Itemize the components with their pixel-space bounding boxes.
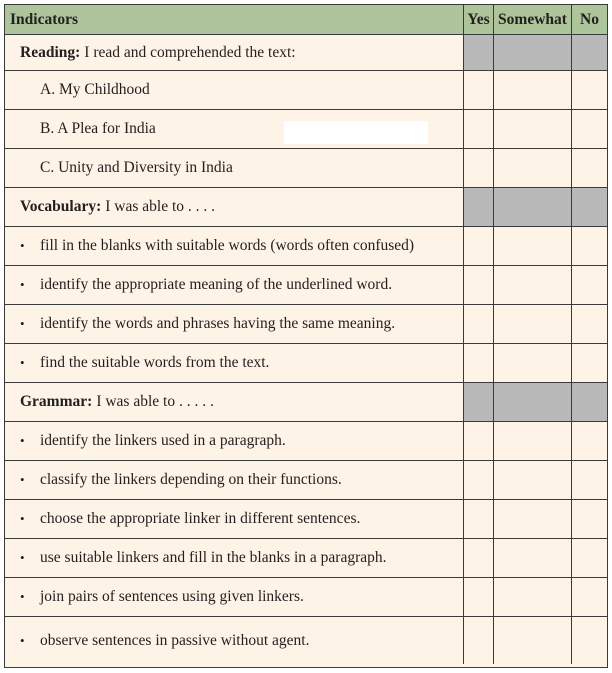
somewhat-cell[interactable] xyxy=(493,578,571,616)
no-cell xyxy=(571,188,607,226)
section-title: Reading: xyxy=(20,43,81,61)
no-cell[interactable] xyxy=(571,422,607,460)
skill-item-label: use suitable linkers and fill in the blanks in a paragraph. xyxy=(40,549,387,566)
no-cell xyxy=(571,383,607,421)
skill-item-row xyxy=(5,539,607,578)
bullet-icon: • xyxy=(20,277,25,292)
yes-cell xyxy=(463,188,493,226)
somewhat-cell[interactable] xyxy=(493,617,571,664)
indicator-cell xyxy=(5,578,463,616)
indicator-cell xyxy=(5,422,463,460)
somewhat-cell xyxy=(493,188,571,226)
skill-item-label: classify the linkers depending on their functions. xyxy=(40,471,342,488)
header-indicators: Indicators xyxy=(10,11,79,28)
no-cell[interactable] xyxy=(571,617,607,664)
indicator-cell xyxy=(5,71,463,109)
somewhat-cell[interactable] xyxy=(493,461,571,499)
yes-cell[interactable] xyxy=(463,500,493,538)
yes-cell[interactable] xyxy=(463,539,493,577)
section-row-vocabulary xyxy=(5,188,607,227)
indicator-cell xyxy=(5,617,463,664)
somewhat-cell[interactable] xyxy=(493,422,571,460)
section-row-grammar xyxy=(5,383,607,422)
somewhat-cell[interactable] xyxy=(493,71,571,109)
somewhat-cell[interactable] xyxy=(493,305,571,343)
white-patch xyxy=(284,121,428,144)
somewhat-cell xyxy=(493,383,571,421)
skill-item-label: find the suitable words from the text. xyxy=(40,354,270,371)
no-cell[interactable] xyxy=(571,266,607,304)
no-cell[interactable] xyxy=(571,71,607,109)
no-cell[interactable] xyxy=(571,539,607,577)
section-row-reading xyxy=(5,35,607,71)
skill-item-row xyxy=(5,305,607,344)
skill-item-row xyxy=(5,617,607,664)
no-cell[interactable] xyxy=(571,305,607,343)
text-item-label: B. A Plea for India xyxy=(40,120,156,137)
bullet-icon: • xyxy=(20,472,25,487)
no-cell xyxy=(571,35,607,70)
self-assessment-table xyxy=(4,4,608,668)
somewhat-cell[interactable] xyxy=(493,149,571,187)
indicator-cell xyxy=(5,35,463,70)
header-somewhat: Somewhat xyxy=(493,5,571,34)
section-description: I was able to . . . . xyxy=(105,198,216,215)
no-cell[interactable] xyxy=(571,149,607,187)
somewhat-cell[interactable] xyxy=(493,110,571,148)
no-cell[interactable] xyxy=(571,227,607,265)
table-header xyxy=(5,5,607,35)
skill-item-label: identify the words and phrases having the same meaning. xyxy=(40,315,396,332)
bullet-icon: • xyxy=(20,589,25,604)
section-description: I read and comprehended the text: xyxy=(84,43,296,61)
header-yes: Yes xyxy=(463,5,493,34)
bullet-icon: • xyxy=(20,238,25,253)
indicator-cell xyxy=(5,539,463,577)
bullet-icon: • xyxy=(20,355,25,370)
indicator-cell xyxy=(5,227,463,265)
no-cell[interactable] xyxy=(571,110,607,148)
yes-cell[interactable] xyxy=(463,110,493,148)
no-cell[interactable] xyxy=(571,578,607,616)
indicator-cell xyxy=(5,500,463,538)
yes-cell[interactable] xyxy=(463,227,493,265)
yes-cell[interactable] xyxy=(463,266,493,304)
text-item-row xyxy=(5,71,607,110)
yes-cell[interactable] xyxy=(463,617,493,664)
skill-item-label: observe sentences in passive without agent. xyxy=(40,631,310,649)
skill-item-row xyxy=(5,266,607,305)
bullet-icon: • xyxy=(20,550,25,565)
somewhat-cell xyxy=(493,35,571,70)
bullet-icon: • xyxy=(20,433,25,448)
bullet-icon: • xyxy=(20,511,25,526)
no-cell[interactable] xyxy=(571,461,607,499)
skill-item-label: identify the appropriate meaning of the underlined word. xyxy=(40,276,393,293)
skill-item-row xyxy=(5,344,607,383)
somewhat-cell[interactable] xyxy=(493,266,571,304)
section-title: Grammar: xyxy=(20,393,93,410)
skill-item-row xyxy=(5,500,607,539)
skill-item-label: choose the appropriate linker in different sentences. xyxy=(40,510,361,527)
somewhat-cell[interactable] xyxy=(493,344,571,382)
indicator-cell xyxy=(5,461,463,499)
yes-cell[interactable] xyxy=(463,305,493,343)
somewhat-cell[interactable] xyxy=(493,539,571,577)
indicator-cell xyxy=(5,305,463,343)
section-title: Vocabulary: xyxy=(20,198,102,215)
somewhat-cell[interactable] xyxy=(493,227,571,265)
skill-item-label: fill in the blanks with suitable words (words often confused) xyxy=(40,237,415,254)
indicator-cell xyxy=(5,188,463,226)
skill-item-row xyxy=(5,422,607,461)
skill-item-row xyxy=(5,227,607,266)
indicator-cell xyxy=(5,383,463,421)
header-no: No xyxy=(571,5,607,34)
yes-cell[interactable] xyxy=(463,149,493,187)
no-cell[interactable] xyxy=(571,344,607,382)
skill-item-row xyxy=(5,578,607,617)
yes-cell xyxy=(463,35,493,70)
yes-cell[interactable] xyxy=(463,461,493,499)
text-item-label: A. My Childhood xyxy=(40,81,150,98)
text-item-row xyxy=(5,149,607,188)
yes-cell[interactable] xyxy=(463,344,493,382)
section-description: I was able to . . . . . xyxy=(96,393,214,410)
text-item-label: C. Unity and Diversity in India xyxy=(40,159,233,176)
yes-cell xyxy=(463,383,493,421)
skill-item-row xyxy=(5,461,607,500)
somewhat-cell[interactable] xyxy=(493,500,571,538)
yes-cell[interactable] xyxy=(463,422,493,460)
skill-item-label: identify the linkers used in a paragraph. xyxy=(40,432,286,449)
indicator-cell xyxy=(5,149,463,187)
indicator-cell xyxy=(5,344,463,382)
skill-item-label: join pairs of sentences using given linkers. xyxy=(40,588,304,605)
indicator-cell xyxy=(5,266,463,304)
bullet-icon: • xyxy=(20,632,25,648)
bullet-icon: • xyxy=(20,316,25,331)
yes-cell[interactable] xyxy=(463,578,493,616)
no-cell[interactable] xyxy=(571,500,607,538)
yes-cell[interactable] xyxy=(463,71,493,109)
